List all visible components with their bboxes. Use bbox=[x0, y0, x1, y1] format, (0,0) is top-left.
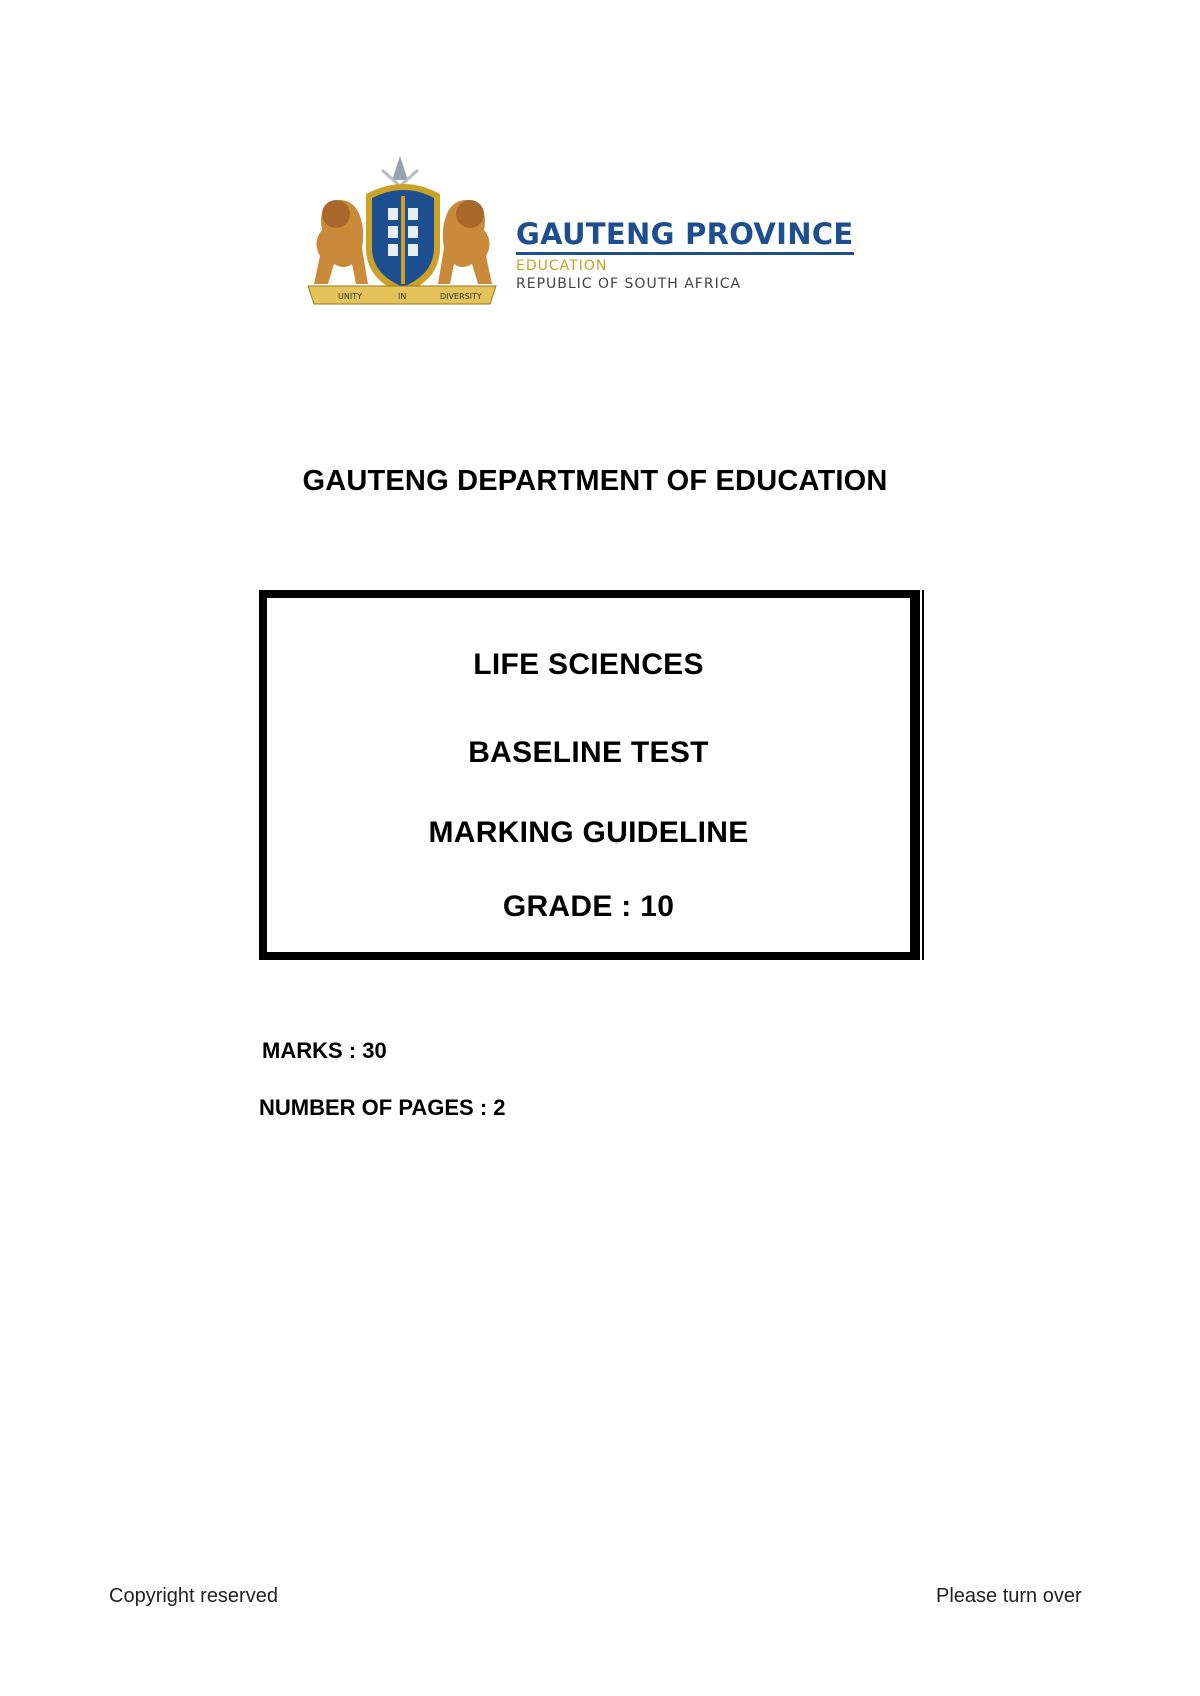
logo-province-text: GAUTENG PROVINCE bbox=[516, 218, 854, 255]
svg-text:UNITY: UNITY bbox=[338, 292, 362, 301]
gauteng-logo bbox=[300, 152, 860, 312]
number-of-pages-text: NUMBER OF PAGES : 2 bbox=[259, 1095, 506, 1120]
svg-text:IN: IN bbox=[398, 292, 407, 301]
logo-country-text: REPUBLIC OF SOUTH AFRICA bbox=[516, 276, 742, 292]
test-title: BASELINE TEST bbox=[468, 736, 709, 769]
grade-title: GRADE : 10 bbox=[502, 890, 675, 923]
svg-text:DIVERSITY: DIVERSITY bbox=[440, 292, 482, 301]
department-title: GAUTENG DEPARTMENT OF EDUCATION bbox=[302, 465, 888, 497]
subject-title: LIFE SCIENCES bbox=[473, 648, 704, 681]
marks-text: MARKS : 30 bbox=[262, 1038, 387, 1063]
footer-copyright: Copyright reserved bbox=[109, 1585, 278, 1607]
coat-of-arms-icon bbox=[300, 152, 510, 312]
logo-department-text: EDUCATION bbox=[516, 258, 608, 274]
title-box bbox=[259, 590, 920, 960]
footer-turn-over: Please turn over bbox=[936, 1585, 1082, 1607]
document-type-title: MARKING GUIDELINE bbox=[428, 816, 749, 849]
logo-wordmark bbox=[516, 218, 876, 293]
